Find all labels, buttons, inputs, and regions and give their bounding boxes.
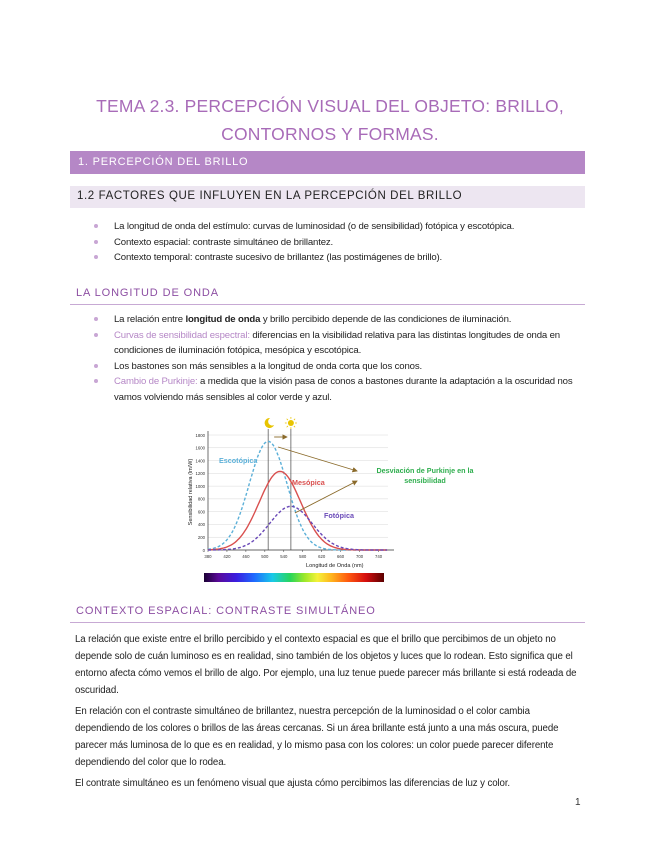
legend-fotopica: Fotópica xyxy=(324,511,354,520)
sun-ray xyxy=(294,426,295,427)
paragraph-1: La relación que existe entre el brillo percibido y el contexto espacial es que el brillo que percibimos de un objeto no depende solo de cuán luminoso es en realidad, sino también de los objetos y luces que lo rodean. Esto significa que el entorno afecta cómo vemos el brillo de algo. Por ejemplo, una luz tenue puede parecer más brillante si está rodeada de oscuridad. xyxy=(75,634,577,696)
page-number: 1 xyxy=(575,797,581,808)
list-item xyxy=(92,374,582,405)
highlight-term: Cambio de Purkinje: xyxy=(114,376,198,387)
paragraph-2: En relación con el contraste simultáneo de brillantez, nuestra percepción de la luminosidad o el color cambia dependiendo de los colores o brillos de las áreas cercanas. Si un área brillante está junto a una más oscura, puede parecer más luminosa de lo que es en realidad, y lo mismo pasa con los colores: un color puede parecer diferente dependiendo del color que lo rodea. xyxy=(75,706,559,768)
factors-list xyxy=(92,219,582,266)
list-item xyxy=(92,312,582,328)
highlight-term: Curvas de sensibilidad espectral: xyxy=(114,329,250,341)
x-tick-label: 420 xyxy=(223,554,231,559)
y-tick-label: 200 xyxy=(197,535,205,541)
purkinje-annotation: Desviación de Purkinje en la sensibilidad xyxy=(376,466,474,485)
sun-ray xyxy=(287,419,288,420)
x-tick-label: 460 xyxy=(242,554,250,559)
y-tick-label: 800 xyxy=(197,496,205,502)
chart-canvas xyxy=(174,413,504,588)
longitud-list xyxy=(92,312,582,405)
pointer-arrow xyxy=(278,447,357,471)
list-item xyxy=(92,328,582,359)
legend-escotopica: Escotópica xyxy=(219,456,258,465)
list-item: Contexto temporal: contraste sucesivo de brillantez (las postimágenes de brillo). xyxy=(92,250,582,266)
x-tick-label: 740 xyxy=(374,554,383,559)
y-tick-label: 1600 xyxy=(195,445,205,451)
title-line-2: CONTORNOS Y FORMAS. xyxy=(221,124,439,144)
x-axis-label: Longitud de Onda (nm) xyxy=(306,563,364,569)
y-tick-label: 1800 xyxy=(195,432,205,438)
text: La relación entre xyxy=(114,314,186,325)
x-tick-label: 380 xyxy=(204,554,212,559)
visible-spectrum-bar xyxy=(204,573,384,582)
y-axis-label: Sensibilidad relativa (lm/W) xyxy=(188,458,194,526)
y-tick-label: 0 xyxy=(202,547,205,553)
heading-longitud-onda: LA LONGITUD DE ONDA xyxy=(70,285,585,305)
legend-mesopica: Mesópica xyxy=(292,478,325,487)
x-tick-label: 700 xyxy=(355,554,364,559)
y-tick-label: 1000 xyxy=(195,483,205,489)
title-line-1: TEMA 2.3. PERCEPCIÓN VISUAL DEL OBJETO: BRILLO, xyxy=(96,96,564,116)
heading-factores: 1.2 FACTORES QUE INFLUYEN EN LA PERCEPCIÓN DEL BRILLO xyxy=(70,186,585,208)
document-title xyxy=(70,92,590,148)
x-tick-label: 580 xyxy=(299,554,307,559)
list-item: La longitud de onda del estímulo: curvas de luminosidad (o de sensibilidad) fotópica y escotópica. xyxy=(92,219,582,235)
list-item: Contexto espacial: contraste simultáneo de brillantez. xyxy=(92,235,582,251)
x-tick-label: 500 xyxy=(261,554,269,559)
y-tick-label: 1200 xyxy=(195,471,205,477)
heading-percepcion-brillo: 1. PERCEPCIÓN DEL BRILLO xyxy=(70,151,585,174)
sun-ray xyxy=(294,419,295,420)
sun-icon xyxy=(288,420,294,426)
x-tick-label: 620 xyxy=(318,554,326,559)
y-tick-label: 400 xyxy=(197,522,205,528)
sensitivity-chart xyxy=(174,413,504,588)
y-tick-label: 1400 xyxy=(195,458,205,464)
paragraph-3: El contrate simultáneo es un fenómeno visual que ajusta cómo percibimos las diferencias de luz y color. xyxy=(75,778,511,789)
text: a medida que la visión pasa de conos a bastones durante la adaptación a la oscuridad nos vamos volviendo más sensibles al color verde y azul. xyxy=(114,376,573,403)
sun-ray xyxy=(287,426,288,427)
moon-icon xyxy=(265,418,275,428)
x-tick-label: 660 xyxy=(337,554,345,559)
x-tick-label: 540 xyxy=(280,554,288,559)
bold-term: longitud de onda xyxy=(185,314,261,325)
text: diferencias en la visibilidad relativa para las distintas longitudes de onda en condiciones de iluminación fotópica, mesópica y escotópica. xyxy=(114,329,560,356)
list-item: Los bastones son más sensibles a la longitud de onda corta que los conos. xyxy=(92,359,582,375)
text: y brillo percibido depende de las condiciones de iluminación. xyxy=(260,314,512,325)
heading-contexto-espacial: CONTEXTO ESPACIAL: CONTRASTE SIMULTÁNEO xyxy=(70,603,585,623)
y-tick-label: 600 xyxy=(197,509,205,515)
